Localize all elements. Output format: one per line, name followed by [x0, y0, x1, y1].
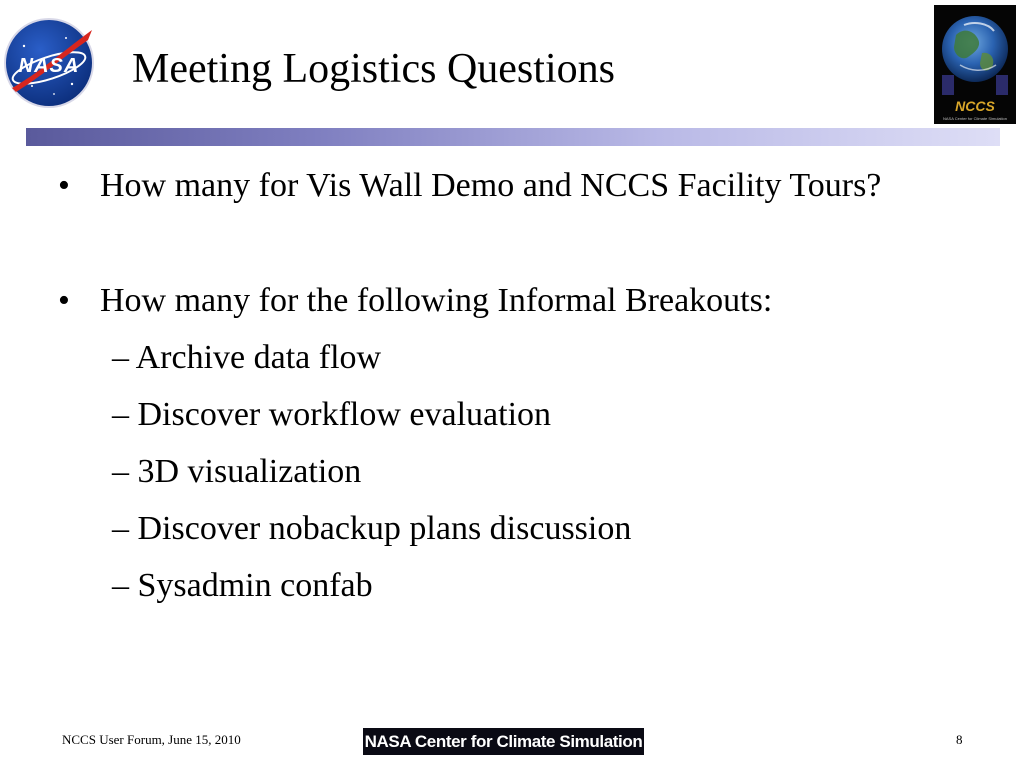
dash-icon: – — [112, 567, 129, 604]
sub-bullet-item — [58, 334, 958, 381]
dash-icon: – — [112, 339, 129, 376]
bullet-text: How many for the following Informal Breakouts: — [100, 282, 773, 319]
dash-icon: – — [112, 510, 129, 547]
svg-text:NASA: NASA — [18, 55, 80, 77]
sub-bullet-item — [58, 391, 958, 438]
bullet-list — [58, 162, 958, 619]
sub-bullet-item — [58, 448, 958, 495]
bullet-text: How many for Vis Wall Demo and NCCS Facility Tours? — [100, 167, 882, 204]
dash-icon: – — [112, 396, 129, 433]
sub-bullet-text: Discover workflow evaluation — [137, 396, 552, 433]
sub-bullet-item — [58, 562, 958, 609]
sub-bullet-list — [58, 334, 958, 609]
slide-title: Meeting Logistics Questions — [132, 46, 615, 92]
bullet-item — [58, 162, 958, 209]
dash-icon: – — [112, 453, 129, 490]
bullet-item — [58, 277, 958, 324]
nccs-logo — [934, 5, 1016, 124]
bullet-marker-icon: • — [58, 282, 70, 319]
footer-logo: NASA Center for Climate Simulation — [363, 728, 644, 755]
bullet-marker-icon: • — [58, 167, 70, 204]
sub-bullet-item — [58, 505, 958, 552]
sub-bullet-text: Discover nobackup plans discussion — [137, 510, 632, 547]
page-number: 8 — [956, 732, 963, 747]
title-divider — [26, 128, 1000, 146]
nasa-logo — [2, 16, 96, 110]
sub-bullet-text: Sysadmin confab — [137, 567, 373, 604]
nccs-logo-caption: NASA Center for Climate Simulation — [942, 116, 1008, 121]
sub-bullet-text: 3D visualization — [137, 453, 362, 490]
sub-bullet-text: Archive data flow — [135, 339, 382, 376]
footer-text: NCCS User Forum, June 15, 2010 — [62, 732, 241, 747]
nccs-logo-text: NCCS — [955, 98, 995, 114]
